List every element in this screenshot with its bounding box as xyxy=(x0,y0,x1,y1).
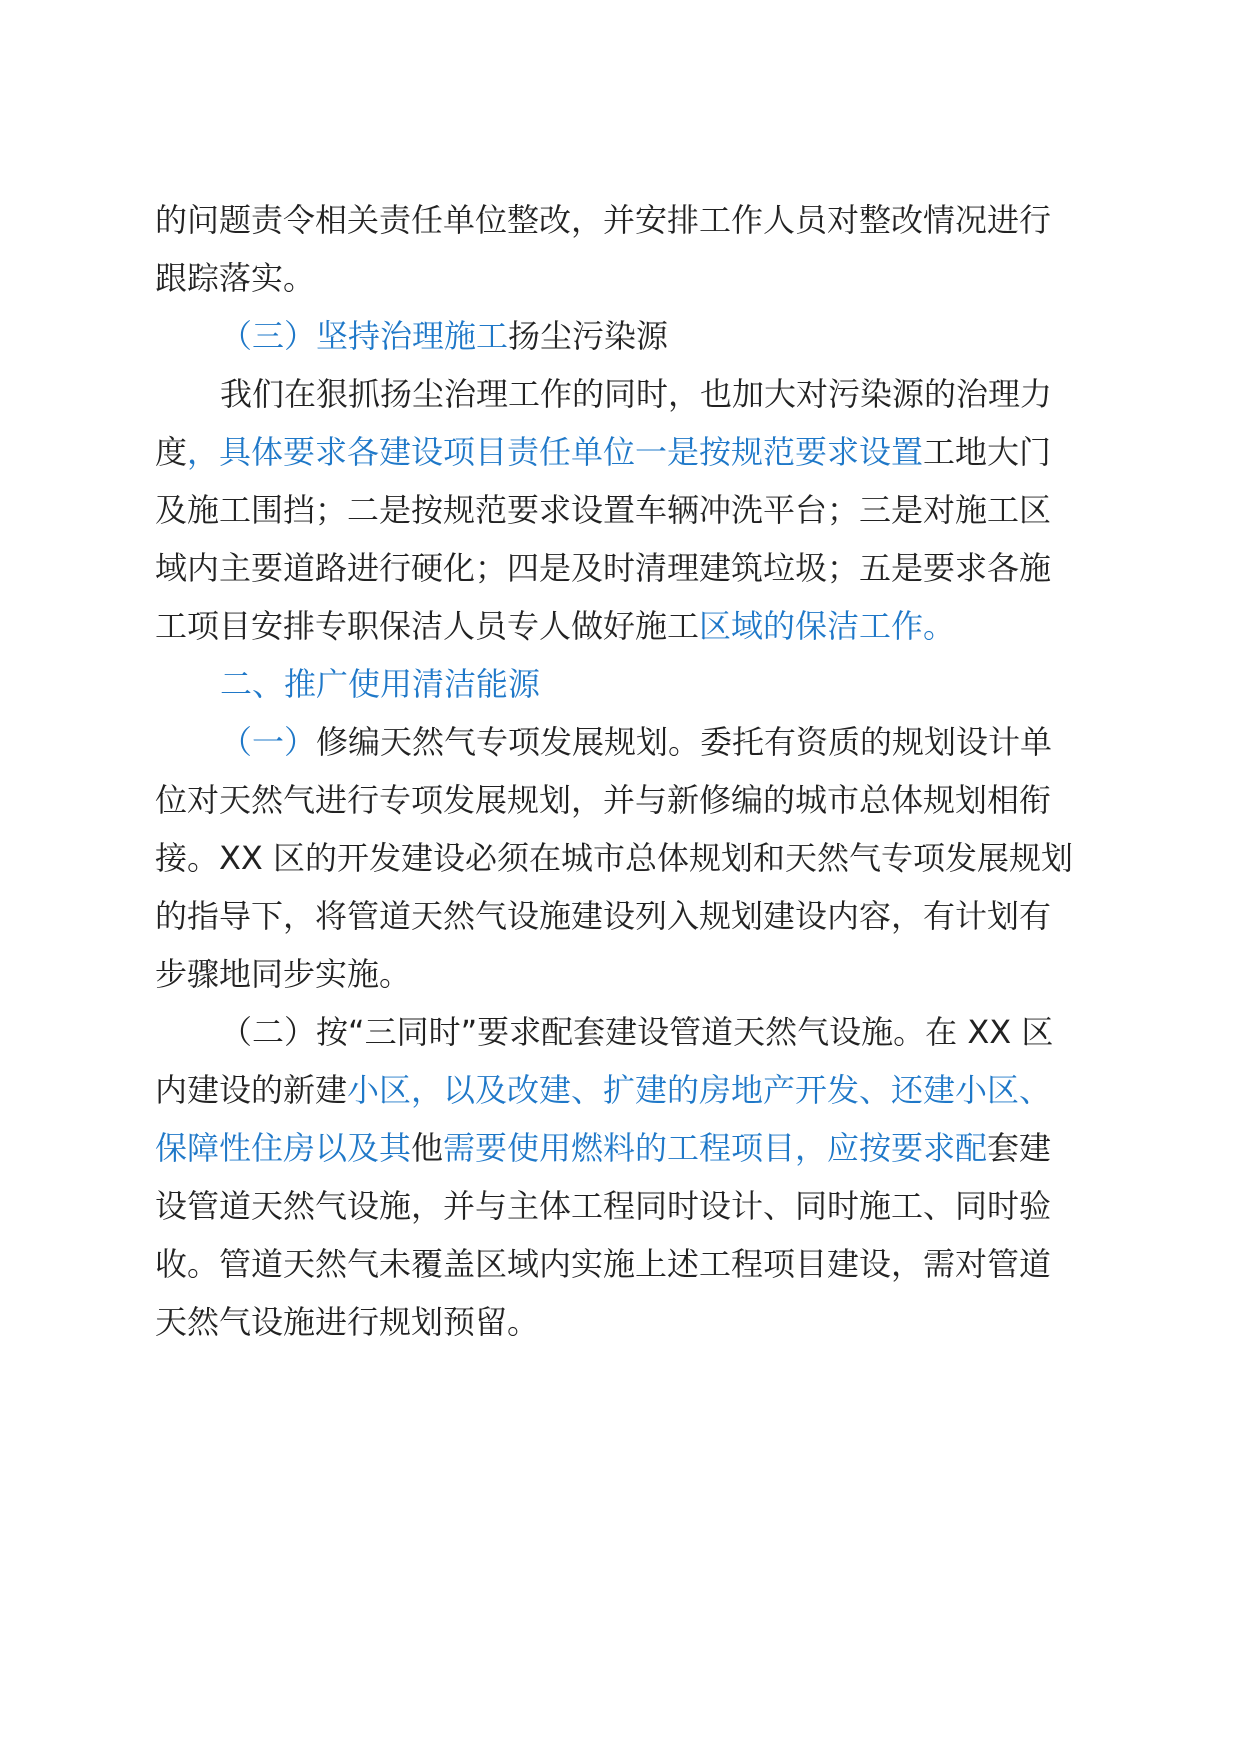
text-run: 接。XX 区的开发建设必须在城市总体规划和天然气专项发展规划 xyxy=(155,839,1074,877)
text-line xyxy=(220,1012,1053,1052)
text-line xyxy=(155,432,1051,472)
text-line xyxy=(155,896,1051,936)
text-run: 位对天然气进行专项发展规划，并与新修编的城市总体规划相衔 xyxy=(155,781,1052,819)
text-run: 天然气设施进行规划预留。 xyxy=(155,1303,540,1341)
text-line xyxy=(155,780,1051,820)
text-line xyxy=(220,374,1052,414)
section-heading xyxy=(220,664,540,704)
text-run: 工地大门 xyxy=(923,433,1052,471)
text-line xyxy=(155,1302,539,1342)
text-line xyxy=(155,1244,1051,1284)
text-run: 需要使用燃料的工程项目，应按要求配 xyxy=(443,1129,988,1167)
text-run: 域内主要道路进行硬化；四是及时清理建筑垃圾；五是要求各施 xyxy=(155,549,1052,587)
text-run: 修编天然气专项发展规划。委托有资质的规划设计单 xyxy=(316,723,1053,761)
text-line xyxy=(155,1070,1051,1110)
text-run: 跟踪落实。 xyxy=(155,259,316,297)
text-line xyxy=(155,200,1051,240)
text-run: （三）坚持治理施工 xyxy=(220,317,509,355)
text-run: 收。管道天然气未覆盖区域内实施上述工程项目建设，需对管道 xyxy=(155,1245,1052,1283)
text-run: （二）按“三同时”要求配套建设管道天然气设施。在 XX 区 xyxy=(220,1013,1054,1051)
text-run: ，具体要求各建设项目责任单位一是按规范要求设置 xyxy=(187,433,924,471)
section-heading xyxy=(220,316,668,356)
text-run: 套建 xyxy=(987,1129,1052,1167)
text-run: 及施工围挡；二是按规范要求设置车辆冲洗平台；三是对施工区 xyxy=(155,491,1052,529)
text-line xyxy=(220,722,1052,762)
text-line xyxy=(155,548,1051,588)
text-run: 他 xyxy=(411,1129,444,1167)
text-run: 内建设的新建 xyxy=(155,1071,348,1109)
text-line xyxy=(155,490,1051,530)
text-run: 扬尘污染源 xyxy=(508,317,669,355)
text-line xyxy=(155,954,411,994)
text-run: （一） xyxy=(220,723,317,761)
text-run: 工项目安排专职保洁人员专人做好施工 xyxy=(155,607,700,645)
text-run: 的指导下，将管道天然气设施建设列入规划建设内容，有计划有 xyxy=(155,897,1052,935)
text-line xyxy=(155,1186,1051,1226)
text-run: 度 xyxy=(155,433,188,471)
text-run: 二、推广使用清洁能源 xyxy=(220,665,541,703)
text-run: 我们在狠抓扬尘治理工作的同时，也加大对污染源的治理力 xyxy=(220,375,1053,413)
text-run: 的问题责令相关责任单位整改，并安排工作人员对整改情况进行 xyxy=(155,201,1052,239)
text-run: 步骤地同步实施。 xyxy=(155,955,412,993)
text-line xyxy=(155,606,955,646)
text-line xyxy=(155,258,315,298)
text-run: 设管道天然气设施，并与主体工程同时设计、同时施工、同时验 xyxy=(155,1187,1052,1225)
text-line xyxy=(155,1128,1051,1168)
text-run: 保障性住房以及其 xyxy=(155,1129,412,1167)
text-line xyxy=(155,838,1073,878)
text-run: 小区，以及改建、扩建的房地产开发、还建小区、 xyxy=(347,1071,1052,1109)
text-run: 区域的保洁工作。 xyxy=(699,607,956,645)
